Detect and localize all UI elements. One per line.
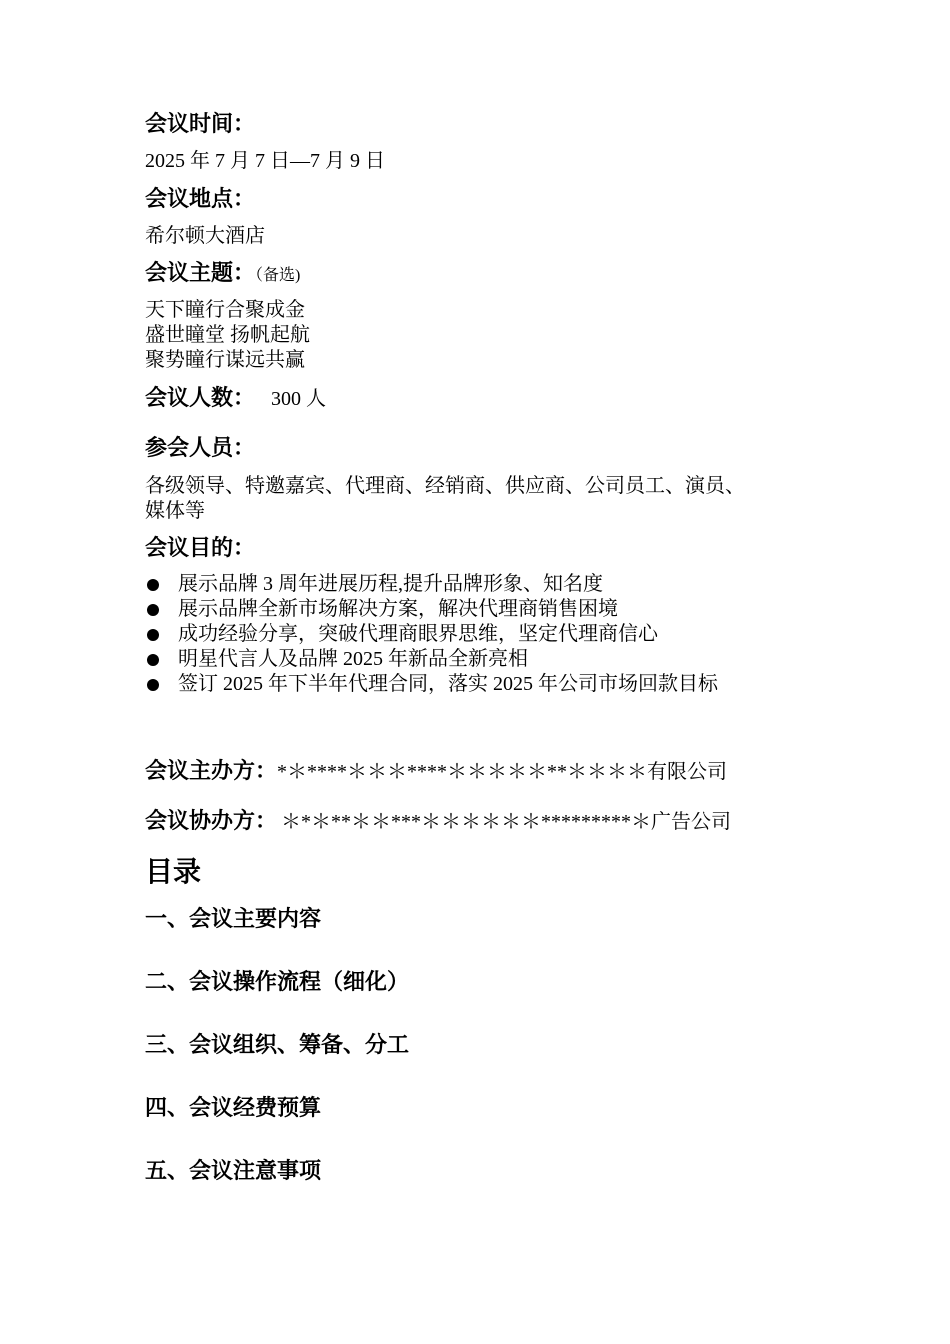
theme-option: 聚势瞳行谋远共赢 bbox=[145, 349, 305, 371]
meeting-theme-heading bbox=[145, 260, 300, 290]
purpose-item-text: 明星代言人及品牌 2025 年新品全新亮相 bbox=[178, 648, 528, 670]
co-organizer-row bbox=[145, 808, 731, 836]
participants-line: 媒体等 bbox=[145, 500, 205, 522]
purpose-item-text: 成功经验分享，突破代理商眼界思维，坚定代理商信心 bbox=[178, 623, 658, 645]
organizer-label: 会议主办方： bbox=[145, 759, 278, 784]
meeting-time-label: 会议时间： bbox=[145, 112, 256, 137]
theme-option: 天下瞳行合聚成金 bbox=[145, 299, 305, 321]
attendee-count-row bbox=[145, 385, 326, 413]
toc-item: 一、会议主要内容 bbox=[145, 907, 322, 932]
toc-item: 四、会议经费预算 bbox=[145, 1096, 322, 1121]
toc-item: 二、会议操作流程（细化） bbox=[145, 970, 410, 995]
meeting-theme-label: 会议主题： bbox=[145, 261, 256, 286]
meeting-time-value: 2025 年 7 月 7 日—7 月 9 日 bbox=[145, 150, 385, 172]
co-organizer-value: ＊*＊**＊＊***＊＊＊＊＊＊*********＊广告公司 bbox=[281, 811, 732, 833]
bullet-icon bbox=[147, 654, 159, 666]
meeting-theme-options bbox=[145, 298, 310, 373]
purpose-label: 会议目的： bbox=[145, 536, 256, 561]
purpose-item-text: 签订 2025 年下半年代理合同，落实 2025 年公司市场回款目标 bbox=[178, 673, 718, 695]
bullet-icon bbox=[147, 604, 159, 616]
meeting-place-label: 会议地点： bbox=[145, 187, 256, 212]
attendee-count-label-text: 会议人数： bbox=[145, 386, 256, 411]
bullet-icon bbox=[147, 629, 159, 641]
list-item bbox=[145, 597, 718, 622]
toc-item: 五、会议注意事项 bbox=[145, 1159, 322, 1184]
toc-item: 三、会议组织、筹备、分工 bbox=[145, 1033, 410, 1058]
co-organizer-label: 会议协办方： bbox=[145, 809, 278, 834]
theme-option: 盛世瞳堂 扬帆起航 bbox=[145, 324, 310, 346]
meeting-theme-note: （备选) bbox=[255, 267, 301, 284]
purpose-item-text: 展示品牌 3 周年进展历程,提升品牌形象、知名度 bbox=[178, 573, 603, 595]
toc-title: 目录 bbox=[145, 855, 202, 888]
participants-line: 各级领导、特邀嘉宾、代理商、经销商、供应商、公司员工、演员、 bbox=[145, 475, 745, 497]
organizer-value: *＊****＊＊＊****＊＊＊＊＊**＊＊＊＊有限公司 bbox=[277, 761, 728, 783]
list-item bbox=[145, 572, 718, 597]
list-item bbox=[145, 672, 718, 697]
list-item bbox=[145, 647, 718, 672]
purpose-list bbox=[145, 572, 718, 697]
attendee-count-value: 300 人 bbox=[271, 388, 327, 410]
purpose-item-text: 展示品牌全新市场解决方案，解决代理商销售困境 bbox=[178, 598, 618, 620]
bullet-icon bbox=[147, 679, 159, 691]
organizer-row bbox=[145, 758, 727, 786]
bullet-icon bbox=[147, 579, 159, 591]
meeting-place-value: 希尔顿大酒店 bbox=[145, 225, 265, 247]
participants-list bbox=[145, 474, 745, 524]
participants-label: 参会人员： bbox=[145, 436, 256, 461]
list-item bbox=[145, 622, 718, 647]
